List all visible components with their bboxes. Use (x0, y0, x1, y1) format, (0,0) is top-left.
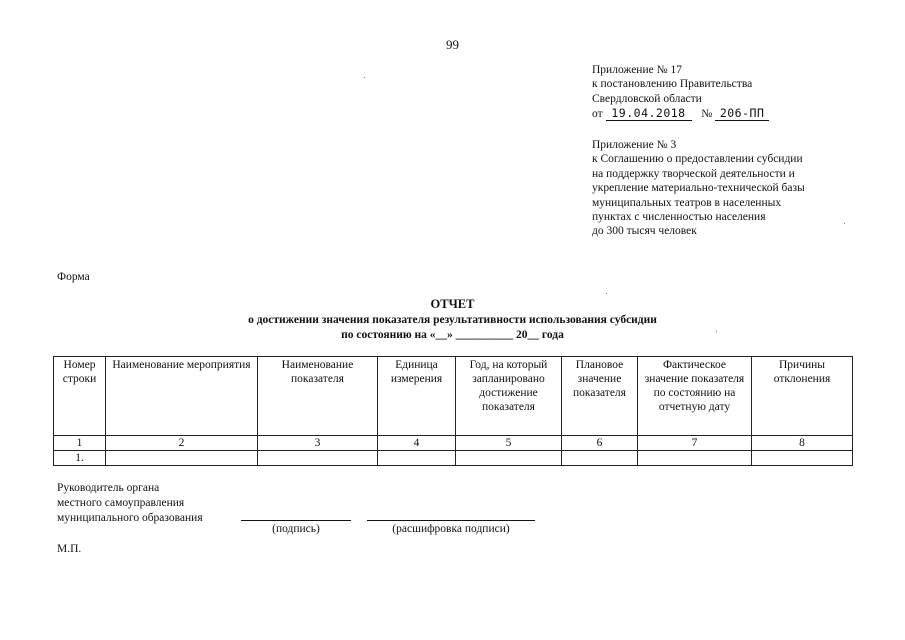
report-subtitle: о достижении значения показателя результативности использования субсидии (248, 314, 657, 326)
report-date-line: по состоянию на «__» __________ 20__ года (341, 328, 564, 341)
appendix-17-title: Приложение № 17 (592, 64, 682, 76)
table-cell (106, 451, 258, 466)
number-prefix: № (701, 108, 713, 121)
appendix-3-line: муниципальных театров в населенных (592, 196, 782, 209)
date-prefix: от (592, 108, 603, 121)
signature-decoding-line (367, 520, 535, 521)
signatory-line: Руководитель органа (57, 482, 160, 494)
table-header-row (54, 357, 853, 436)
appendix-17-line2: к постановлению Правительства (592, 78, 753, 91)
signature-caption: (подпись) (272, 523, 320, 535)
signatory-line: муниципального образования (57, 512, 203, 524)
signature-decoding-caption: (расшифровка подписи) (392, 523, 510, 535)
report-title: ОТЧЕТ (430, 297, 475, 311)
header-cell: Наименование мероприятия (106, 357, 258, 436)
header-cell: Номер строки (54, 357, 106, 436)
report-table (53, 356, 853, 466)
appendix-3-line: на поддержку творческой деятельности и (592, 167, 795, 180)
signatory-line: местного самоуправления (57, 497, 185, 509)
page-number: 99 (446, 37, 459, 52)
table-cell: 1. (54, 451, 106, 466)
appendix-3-block (592, 138, 805, 239)
column-number: 4 (378, 436, 456, 451)
column-number: 7 (638, 436, 752, 451)
appendix-3-line: Приложение № 3 (592, 139, 677, 151)
table-cell (456, 451, 562, 466)
decree-date: 19.04.2018 (606, 106, 692, 121)
header-cell: Наименование показателя (258, 357, 378, 436)
column-number: 6 (562, 436, 638, 451)
column-number: 3 (258, 436, 378, 451)
appendix-3-line: укрепление материально-технической базы (592, 182, 805, 195)
scan-speck (606, 293, 607, 294)
header-cell: Фактическое значение показателя по состоянию на отчетную дату (638, 357, 752, 436)
appendix-17-date-line (592, 106, 769, 120)
appendix-3-line: к Соглашению о предоставлении субсидии (592, 153, 803, 166)
form-label: Форма (57, 271, 90, 283)
header-cell: Год, на который запланировано достижение показателя (456, 357, 562, 436)
table-cell (562, 451, 638, 466)
table-row (54, 451, 853, 466)
header-cell: Плановое значение показателя (562, 357, 638, 436)
decree-number: 206-ПП (715, 106, 769, 121)
signatory-block (57, 481, 203, 526)
column-number: 8 (752, 436, 853, 451)
column-number-row (54, 436, 853, 451)
column-number: 1 (54, 436, 106, 451)
stamp-place-label: М.П. (57, 543, 82, 555)
scan-speck (364, 77, 365, 78)
report-title-block (0, 297, 905, 342)
column-number: 5 (456, 436, 562, 451)
table-cell (638, 451, 752, 466)
header-cell: Единица измерения (378, 357, 456, 436)
table-cell (752, 451, 853, 466)
scan-speck (716, 331, 717, 332)
appendix-3-line: до 300 тысяч человек (592, 225, 697, 238)
table-cell (378, 451, 456, 466)
table-cell (258, 451, 378, 466)
signature-line (241, 520, 351, 521)
appendix-3-line: пунктах с численностью населения (592, 210, 766, 223)
appendix-17-block (592, 63, 769, 121)
column-number: 2 (106, 436, 258, 451)
appendix-17-line3: Свердловской области (592, 92, 702, 105)
scan-speck (844, 223, 845, 224)
header-cell: Причины отклонения (752, 357, 853, 436)
